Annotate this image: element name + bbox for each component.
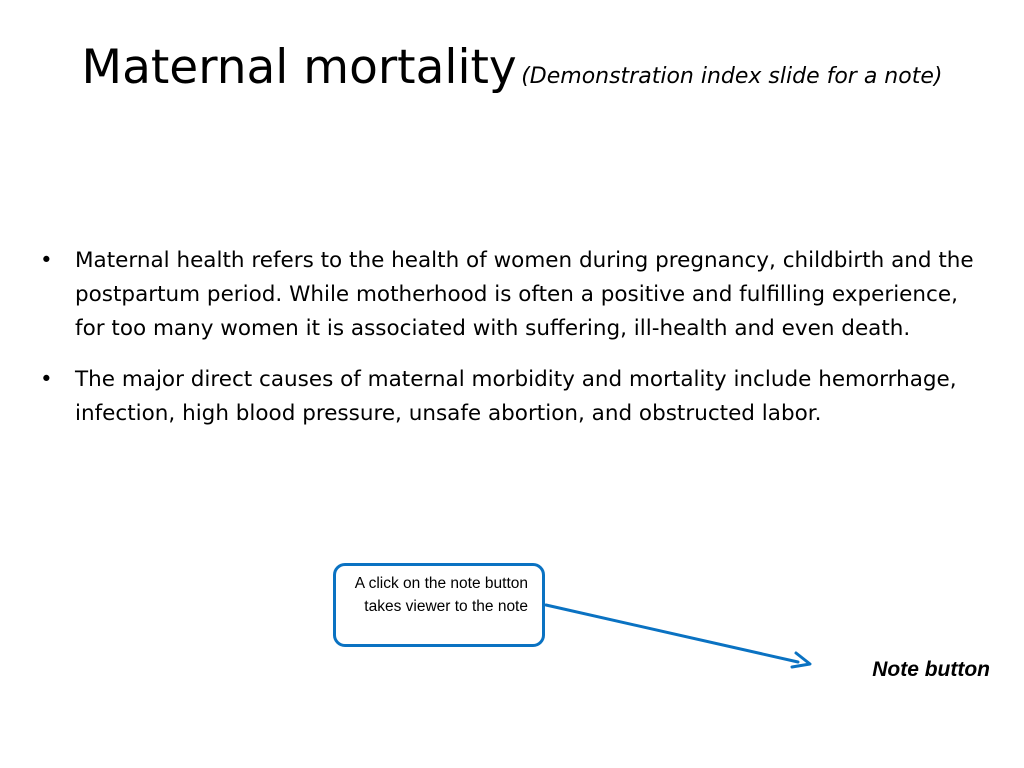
bullet-text: Maternal health refers to the health of women during pregnancy, childbirth and the postpartum period. While motherhood is often a positive and fulfilling experience, for too many women it is associated with suffering, ill-health and even death. [75, 248, 974, 341]
slide-title [60, 40, 964, 99]
bullet-text: The major direct causes of maternal morbidity and mortality include hemorrhage, infection, high blood pressure, unsafe abortion, and obstructed labor. [75, 367, 957, 426]
bullet-item [40, 363, 990, 431]
callout-box [333, 563, 545, 647]
bullet-icon: • [40, 248, 53, 273]
bullet-icon: • [40, 367, 53, 392]
title-subtitle: (Demonstration index slide for a note) [521, 64, 943, 89]
note-button[interactable]: Note button [872, 658, 990, 681]
callout-text: A click on the note button takes viewer to the note [354, 575, 528, 615]
bullet-list [40, 244, 990, 448]
title-main: Maternal mortality [81, 40, 517, 95]
bullet-item [40, 244, 990, 346]
